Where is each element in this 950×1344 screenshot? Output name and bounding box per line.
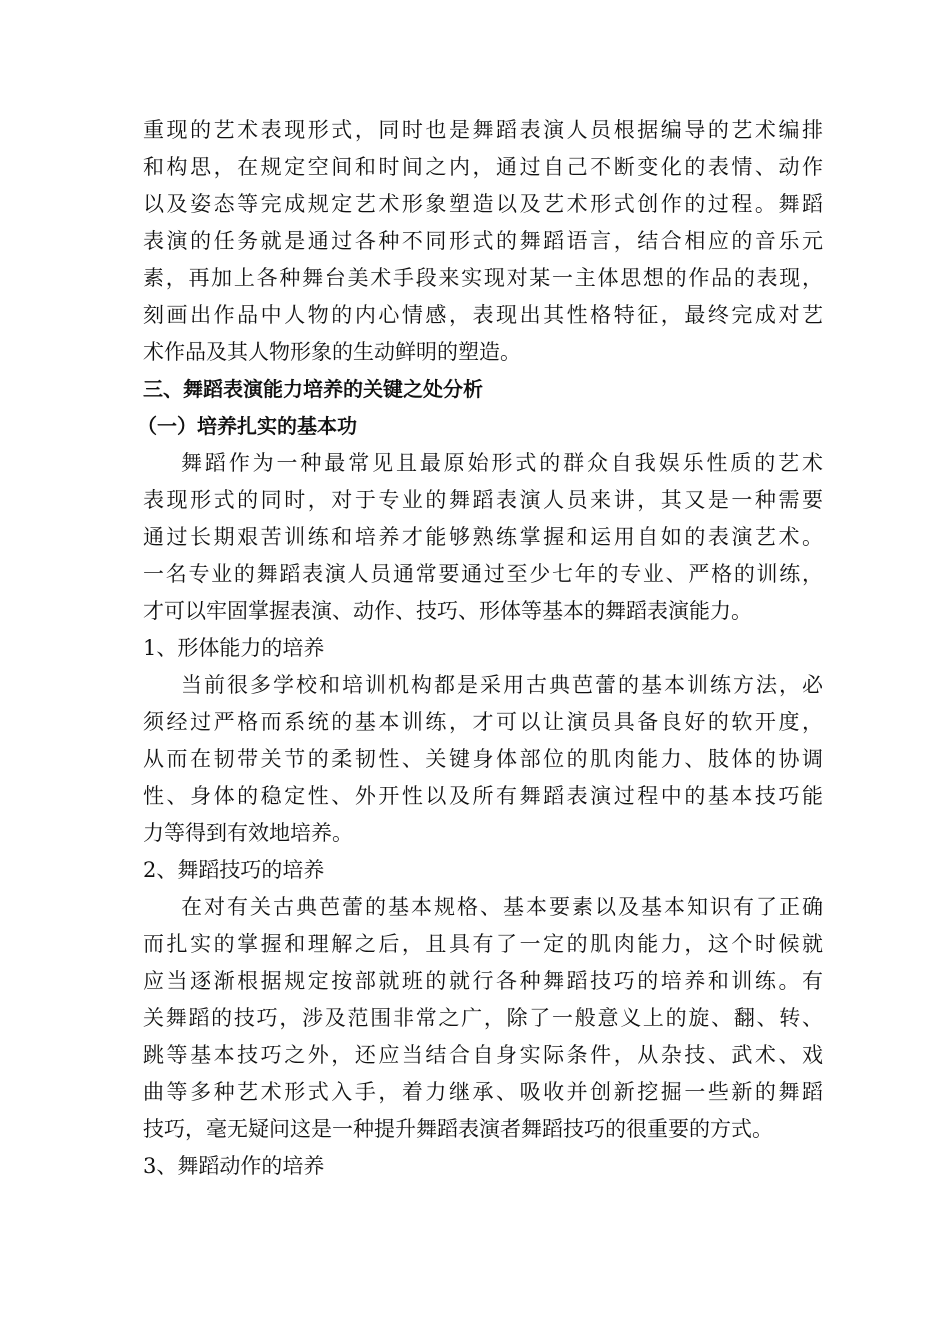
text-line: 力等得到有效地培养。 <box>143 821 353 845</box>
paragraph-4 <box>143 889 823 1148</box>
paragraph-2 <box>143 445 823 630</box>
text-line: 在对有关古典芭蕾的基本规格、基本要素以及基本知识有了正确 <box>181 895 823 919</box>
text-line: 以及姿态等完成规定艺术形象塑造以及艺术形式创作的过程。舞蹈 <box>143 192 823 216</box>
text-line: 刻画出作品中人物的内心情感，表现出其性格特征，最终完成对艺 <box>143 303 823 327</box>
paragraph-1 <box>143 112 823 371</box>
text-line: 跳等基本技巧之外，还应当结合自身实际条件，从杂技、武术、戏 <box>143 1043 823 1067</box>
text-line: 曲等多种艺术形式入手，着力继承、吸收并创新挖掘一些新的舞蹈 <box>143 1080 823 1104</box>
section-heading: 三、舞蹈表演能力培养的关键之处分析 <box>143 377 483 401</box>
subsection-heading: （一）培养扎实的基本功 <box>137 414 357 438</box>
item-title: 2、舞蹈技巧的培养 <box>143 858 325 882</box>
text-line: 术作品及其人物形象的生动鲜明的塑造。 <box>143 340 521 364</box>
text-line: 一名专业的舞蹈表演人员通常要通过至少七年的专业、严格的训练， <box>143 562 823 586</box>
item-title: 1、形体能力的培养 <box>143 636 325 660</box>
text-line: 通过长期艰苦训练和培养才能够熟练掌握和运用自如的表演艺术。 <box>143 525 823 549</box>
text-line: 重现的艺术表现形式，同时也是舞蹈表演人员根据编导的艺术编排 <box>143 118 823 142</box>
text-line: 当前很多学校和培训机构都是采用古典芭蕾的基本训练方法，必 <box>181 673 823 697</box>
text-line: 和构思，在规定空间和时间之内，通过自己不断变化的表情、动作 <box>143 155 823 179</box>
text-line: 须经过严格而系统的基本训练，才可以让演员具备良好的软开度， <box>143 710 823 734</box>
text-line: 关舞蹈的技巧，涉及范围非常之广，除了一般意义上的旋、翻、转、 <box>143 1006 823 1030</box>
text-line: 表现形式的同时，对于专业的舞蹈表演人员来讲，其又是一种需要 <box>143 488 823 512</box>
text-line: 应当逐渐根据规定按部就班的就行各种舞蹈技巧的培养和训练。有 <box>143 969 823 993</box>
text-line: 性、身体的稳定性、外开性以及所有舞蹈表演过程中的基本技巧能 <box>143 784 823 808</box>
text-line: 才可以牢固掌握表演、动作、技巧、形体等基本的舞蹈表演能力。 <box>143 599 752 623</box>
item-title: 3、舞蹈动作的培养 <box>143 1154 325 1178</box>
text-line: 而扎实的掌握和理解之后，且具有了一定的肌肉能力，这个时候就 <box>143 932 823 956</box>
paragraph-3 <box>143 667 823 852</box>
text-line: 舞蹈作为一种最常见且最原始形式的群众自我娱乐性质的艺术 <box>181 451 823 475</box>
text-line: 素，再加上各种舞台美术手段来实现对某一主体思想的作品的表现， <box>143 266 823 290</box>
text-line: 表演的任务就是通过各种不同形式的舞蹈语言，结合相应的音乐元 <box>143 229 823 253</box>
document-page <box>137 112 823 1185</box>
text-line: 技巧，毫无疑问这是一种提升舞蹈表演者舞蹈技巧的很重要的方式。 <box>143 1117 773 1141</box>
text-line: 从而在韧带关节的柔韧性、关键身体部位的肌肉能力、肢体的协调 <box>143 747 823 771</box>
